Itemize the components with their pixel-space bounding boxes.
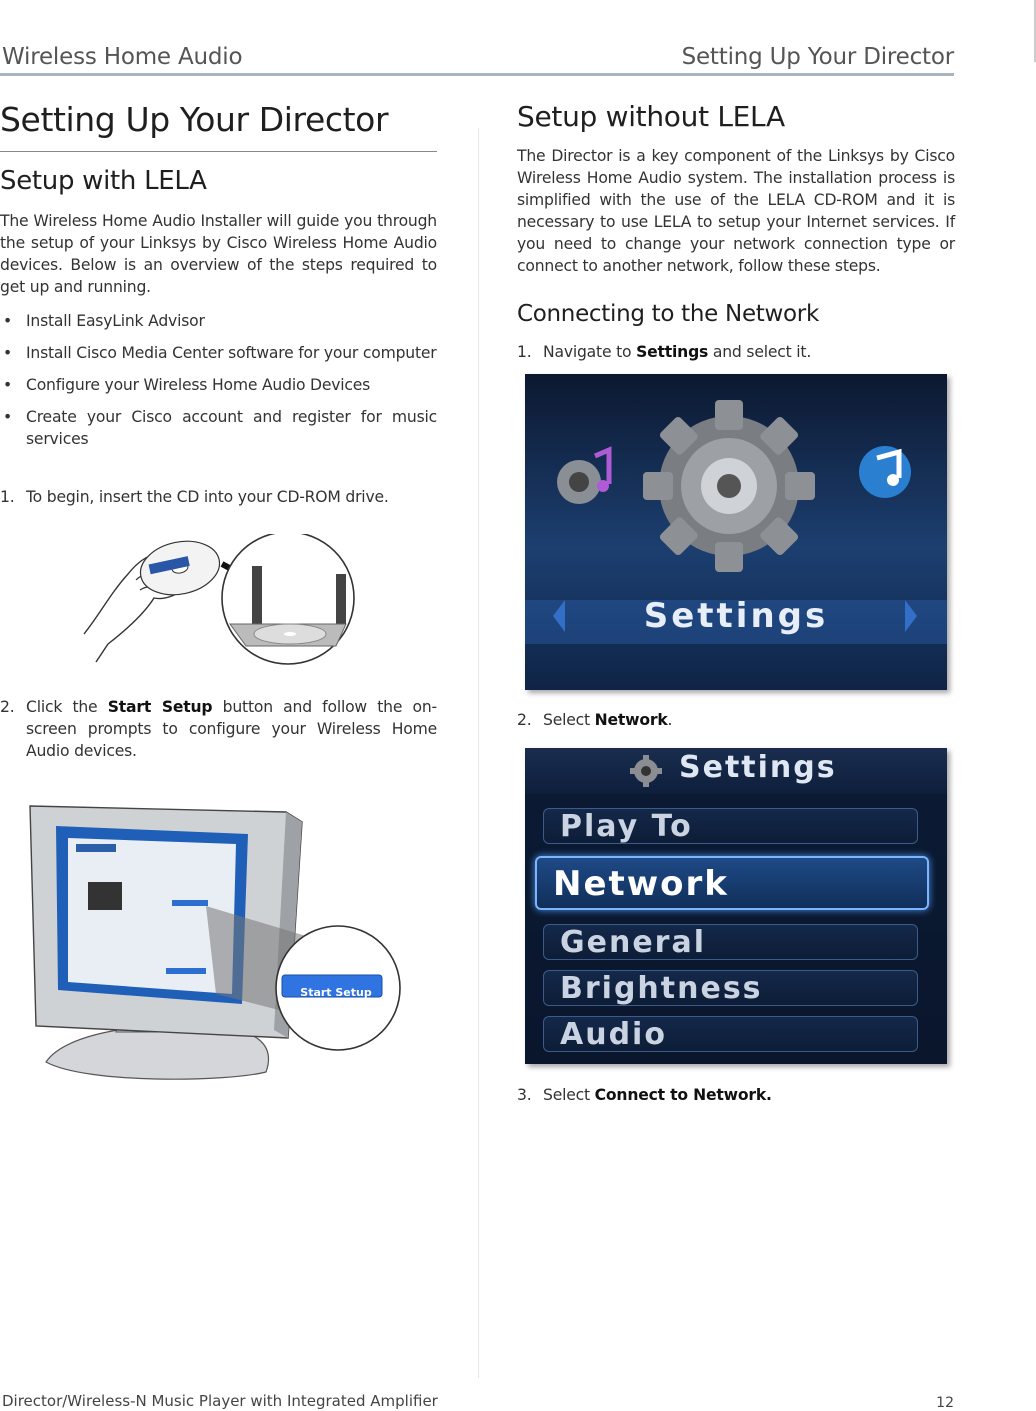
footer-product-name: Director/Wireless-N Music Player with Integrated Amplifier: [2, 1392, 438, 1410]
menu-item-general: General: [543, 924, 918, 960]
bullet-icon: •: [3, 408, 12, 426]
section-title-setup-with-lela: Setup with LELA: [0, 166, 207, 196]
settings-label: Settings: [643, 596, 829, 636]
menu-item-brightness: Brightness: [543, 970, 918, 1006]
bullet-item: • Install EasyLink Advisor: [3, 312, 205, 330]
menu-item-network: Network: [535, 856, 929, 910]
bullet-icon: •: [3, 312, 12, 330]
right-column: [517, 100, 955, 363]
settings-menu-title: Settings: [679, 750, 837, 785]
column-divider: [478, 128, 479, 1378]
settings-gear-icon: [525, 374, 947, 690]
subsection-title-connecting: Connecting to the Network: [517, 301, 819, 327]
step-1-insert-cd: 1. To begin, insert the CD into your CD-ROM drive.: [0, 488, 389, 506]
step-3-connect-to-network: 3. Select Connect to Network.: [517, 1086, 772, 1104]
bullet-icon: •: [3, 376, 12, 394]
settings-menu-screen-image: [525, 748, 947, 1064]
bullet-item: • Configure your Wireless Home Audio Devices: [3, 376, 371, 394]
bullet-item: • Install Cisco Media Center software for your computer: [3, 344, 437, 362]
page-title: Setting Up Your Director: [0, 100, 389, 139]
bullet-icon: •: [3, 344, 12, 362]
intro-paragraph: The Wireless Home Audio Installer will guide you through the setup of your Linksys by Cisco Wireless Home Audio devices. Below is an overview of the steps required to get up and running.: [0, 212, 437, 296]
title-rule: [0, 151, 437, 152]
cd-insert-illustration: [80, 534, 360, 670]
settings-screen-image: [525, 374, 947, 690]
header-rule: [0, 73, 954, 76]
menu-item-play-to: Play To: [543, 808, 918, 844]
section-title-setup-without-lela: Setup without LELA: [517, 100, 785, 133]
header-left-title: Wireless Home Audio: [2, 44, 243, 70]
steps-overview-list: [0, 310, 437, 450]
header-right-title: Setting Up Your Director: [681, 44, 954, 70]
menu-item-audio: Audio: [543, 1016, 918, 1052]
left-column: [0, 100, 437, 1092]
monitor-illustration: [26, 782, 406, 1092]
start-setup-button-image: Start Setup: [300, 986, 372, 999]
gear-icon: [629, 754, 663, 788]
bullet-item: • Create your Cisco account and register for music services: [3, 408, 437, 448]
setup-without-lela-paragraph: The Director is a key component of the Linksys by Cisco Wireless Home Audio system. The installation process is simplified with the use of the LELA CD-ROM and it is necessary to use LELA to setup your Internet services. If you need to change your network connection type or connect to another network, follow these steps.: [517, 147, 955, 275]
step-2-select-network: 2. Select Network.: [517, 711, 673, 729]
page-number: 12: [936, 1395, 954, 1411]
step-2-start-setup: 2. Click the Start Setup button and follow the on-screen prompts to configure your Wireless Home Audio devices.: [0, 698, 437, 760]
step-1-navigate-settings: 1. Navigate to Settings and select it.: [517, 343, 812, 361]
